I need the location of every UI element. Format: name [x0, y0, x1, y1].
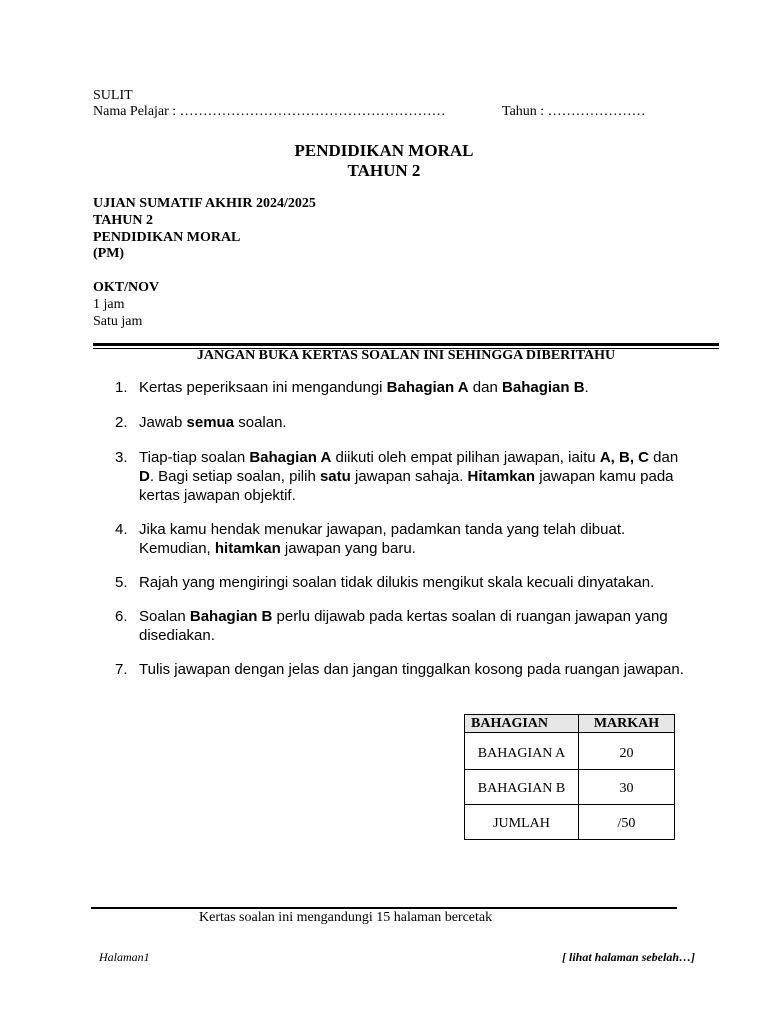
instruction-text: dan — [468, 379, 503, 396]
instruction-item — [93, 520, 693, 558]
instruction-text: Rajah yang mengiringi soalan tidak dilukis mengikut skala kecuali dinyatakan. — [139, 574, 655, 591]
page-number: Halaman1 — [99, 950, 150, 964]
page-count-note: Kertas soalan ini mengandungi 15 halaman bercetak — [199, 910, 493, 925]
instruction-number: 3. — [115, 449, 128, 466]
table-cell-section: BAHAGIAN B — [465, 770, 579, 805]
instruction-text: Soalan — [139, 608, 190, 625]
marks-table-header: MARKAH — [579, 715, 675, 733]
footer-divider — [91, 907, 677, 909]
exam-duration-words: Satu jam — [93, 314, 143, 329]
instruction-item — [93, 660, 693, 679]
instruction-emphasis: satu — [319, 468, 351, 485]
instruction-number: 2. — [115, 414, 128, 431]
divider-thick — [93, 343, 719, 346]
instruction-text: jawapan kamu pada kertas jawapan objektif. — [139, 468, 674, 504]
instruction-emphasis: Bahagian B — [189, 608, 273, 625]
instruction-number: 6. — [115, 608, 128, 625]
instruction-emphasis: Bahagian B — [502, 379, 585, 396]
table-cell-section: BAHAGIAN A — [465, 733, 579, 770]
instruction-text: . — [584, 379, 589, 396]
instruction-text: . Bagi setiap soalan, pilih — [149, 468, 320, 485]
warning-text: JANGAN BUKA KERTAS SOALAN INI SEHINGGA DIBERITAHU — [196, 348, 616, 363]
paper-title: PENDIDIKAN MORAL — [294, 141, 474, 160]
instruction-number: 4. — [115, 521, 128, 538]
instruction-text: soalan. — [234, 414, 287, 431]
exam-code: (PM) — [93, 246, 125, 261]
table-row — [465, 733, 675, 770]
instruction-item — [93, 607, 693, 645]
instruction-item — [93, 448, 693, 505]
instruction-emphasis: Hitamkan — [467, 468, 536, 485]
table-row — [465, 770, 675, 805]
instructions-list — [93, 378, 693, 679]
instruction-item — [93, 573, 693, 592]
instruction-emphasis: D — [139, 468, 150, 485]
instruction-number: 5. — [115, 574, 128, 591]
instruction-number: 7. — [115, 661, 128, 678]
instruction-emphasis: Bahagian A — [386, 379, 469, 396]
marks-table-header-row — [465, 715, 675, 733]
instruction-text: dan — [648, 449, 679, 466]
instruction-item — [93, 413, 693, 432]
instruction-emphasis: semua — [186, 414, 235, 431]
instruction-text: Kertas peperiksaan ini mengandungi — [139, 379, 387, 396]
instruction-emphasis: Bahagian A — [249, 449, 332, 466]
instruction-emphasis: hitamkan — [214, 540, 281, 557]
table-cell-marks: 20 — [579, 733, 675, 770]
exam-name: UJIAN SUMATIF AKHIR 2024/2025 — [93, 196, 316, 211]
table-cell-marks: /50 — [579, 805, 675, 840]
marks-table — [464, 714, 675, 840]
marks-table-header: BAHAGIAN — [465, 715, 579, 733]
exam-duration: 1 jam — [93, 297, 125, 312]
sulit-label: SULIT — [93, 88, 133, 103]
instruction-emphasis: A, B, C — [599, 449, 649, 466]
instruction-text: Tulis jawapan dengan jelas dan jangan tinggalkan kosong pada ruangan jawapan. — [139, 661, 684, 678]
instruction-item — [93, 378, 693, 397]
next-page-note: [ lihat halaman sebelah…] — [562, 950, 696, 964]
exam-year: TAHUN 2 — [93, 213, 154, 228]
student-name-field: Nama Pelajar : ………………………………………………… — [93, 104, 446, 119]
instruction-text: jawapan sahaja. — [350, 468, 468, 485]
exam-subject: PENDIDIKAN MORAL — [93, 230, 241, 245]
instruction-number: 1. — [115, 379, 128, 396]
instruction-text: Tiap-tiap soalan — [139, 449, 250, 466]
instruction-text: Jika kamu hendak menukar jawapan, padamkan tanda yang telah dibuat. Kemudian, — [139, 521, 626, 557]
paper-subtitle: TAHUN 2 — [347, 161, 421, 180]
instruction-text: perlu dijawab pada kertas soalan di ruangan jawapan yang disediakan. — [139, 608, 668, 644]
exam-month: OKT/NOV — [93, 280, 160, 295]
instruction-text: Jawab — [139, 414, 187, 431]
table-cell-section: JUMLAH — [465, 805, 579, 840]
table-row — [465, 805, 675, 840]
instruction-text: diikuti oleh empat pilihan jawapan, iaitu — [331, 449, 600, 466]
year-field: Tahun : ………………… — [502, 104, 646, 119]
table-cell-marks: 30 — [579, 770, 675, 805]
instruction-text: jawapan yang baru. — [280, 540, 416, 557]
